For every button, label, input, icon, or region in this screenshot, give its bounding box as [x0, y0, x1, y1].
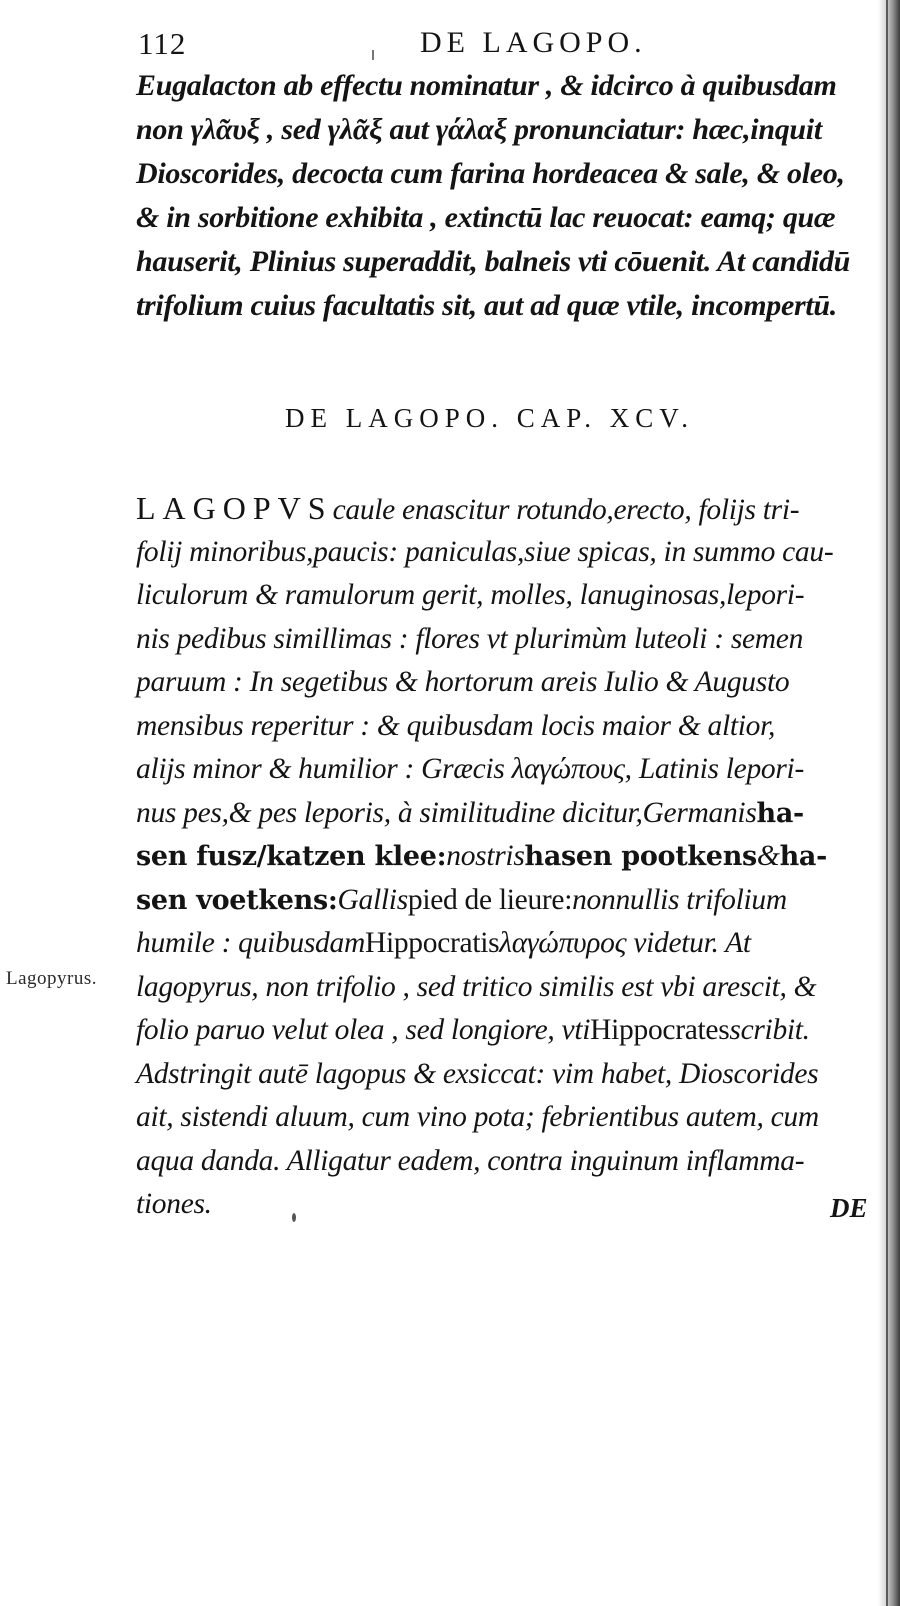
page-header [138, 26, 878, 66]
text-line: Eugalacton ab effectu nominatur , & idcirco à quibusdam [136, 69, 837, 102]
text-line: folij minoribus,paucis: paniculas,siue spicas, in summo cau- [136, 535, 834, 568]
text-run: caule enascitur rotundo,erecto, folijs tri- [332, 494, 800, 526]
text-run: scribit. [729, 1014, 810, 1046]
blackletter-run: sen fusz/katzen klee: [136, 841, 447, 872]
text-line: mensibus reperitur : & quibusdam locis maior & altior, [136, 709, 776, 742]
text-line [136, 922, 876, 966]
text-line [136, 835, 876, 879]
text-line [136, 1009, 876, 1053]
text-line: tiones. [136, 1188, 212, 1220]
text-line: trifolium cuius facultatis sit, aut ad quæ vtile, incompertū. [136, 289, 837, 322]
blackletter-run: ha- [756, 797, 804, 829]
catchword: DE [830, 1193, 868, 1223]
running-head: DE LAGOPO. [420, 26, 647, 59]
text-run: humile : quibusdam [136, 927, 365, 959]
roman-run: Hippocratis [364, 927, 500, 959]
text-line: liculorum & ramulorum gerit, molles, lanuginosas,lepori- [136, 579, 805, 611]
dropcap-word: LAGOPVS [136, 490, 333, 526]
text-run: & [756, 840, 780, 872]
text-line: aqua danda. Alligatur eadem, contra inguinum inflamma- [136, 1144, 805, 1177]
text-line: Dioscorides, decocta cum farina hordeacea & sale, & oleo, [136, 157, 845, 190]
top-passage [136, 64, 876, 328]
text-run: λαγώπυρος videtur. At [499, 927, 751, 959]
text-line [136, 792, 876, 836]
text-line [136, 487, 876, 531]
text-line: non γλᾶυξ , sed γλᾶξ aut γάλαξ pronunciatur: hæc,inquit [136, 113, 822, 146]
text-line: alijs minor & humilior : Græcis λαγώπους, Latinis lepori- [136, 753, 804, 785]
blackletter-run: ha- [779, 841, 828, 872]
page-number: 112 [138, 26, 187, 61]
text-line: hauserit, Plinius superaddit, balneis vti cōuenit. At candidū [136, 245, 851, 278]
ink-speck [292, 1213, 296, 1222]
chapter-body [136, 487, 876, 1227]
text-line [136, 879, 876, 923]
text-run: nonnullis trifolium [572, 883, 787, 916]
text-line: lagopyrus, non trifolio , sed tritico similis est vbi arescit, & [136, 970, 817, 1003]
text-line: Adstringit autē lagopus & exsiccat: vim habet, Dioscorides [136, 1057, 819, 1090]
ink-speck [372, 50, 374, 60]
text-run: folio paruo velut olea , sed longiore, vti [136, 1014, 591, 1046]
margin-note: Lagopyrus. [6, 968, 98, 989]
text-run: Gallis [337, 883, 408, 916]
roman-run: Hippocrates [590, 1014, 730, 1046]
page-edge-shadow [878, 0, 900, 1606]
text-line: ait, sistendi aluum, cum vino pota; febrientibus autem, cum [136, 1101, 819, 1133]
chapter-heading: DE LAGOPO. CAP. XCV. [285, 403, 695, 433]
blackletter-run: hasen pootkens [524, 841, 757, 872]
roman-run: pied de lieure: [407, 883, 573, 916]
text-run: nus pes,& pes leporis, à similitudine dicitur,Germanis [136, 796, 757, 829]
text-line: & in sorbitione exhibita , extinctū lac reuocat: eamq; quæ [136, 201, 836, 234]
blackletter-run: sen voetkens: [136, 884, 338, 916]
text-run: nostris [446, 840, 525, 872]
text-line: nis pedibus simillimas : flores vt plurimùm luteoli : semen [136, 622, 804, 655]
text-line: paruum : In segetibus & hortorum areis Iulio & Augusto [136, 666, 790, 698]
